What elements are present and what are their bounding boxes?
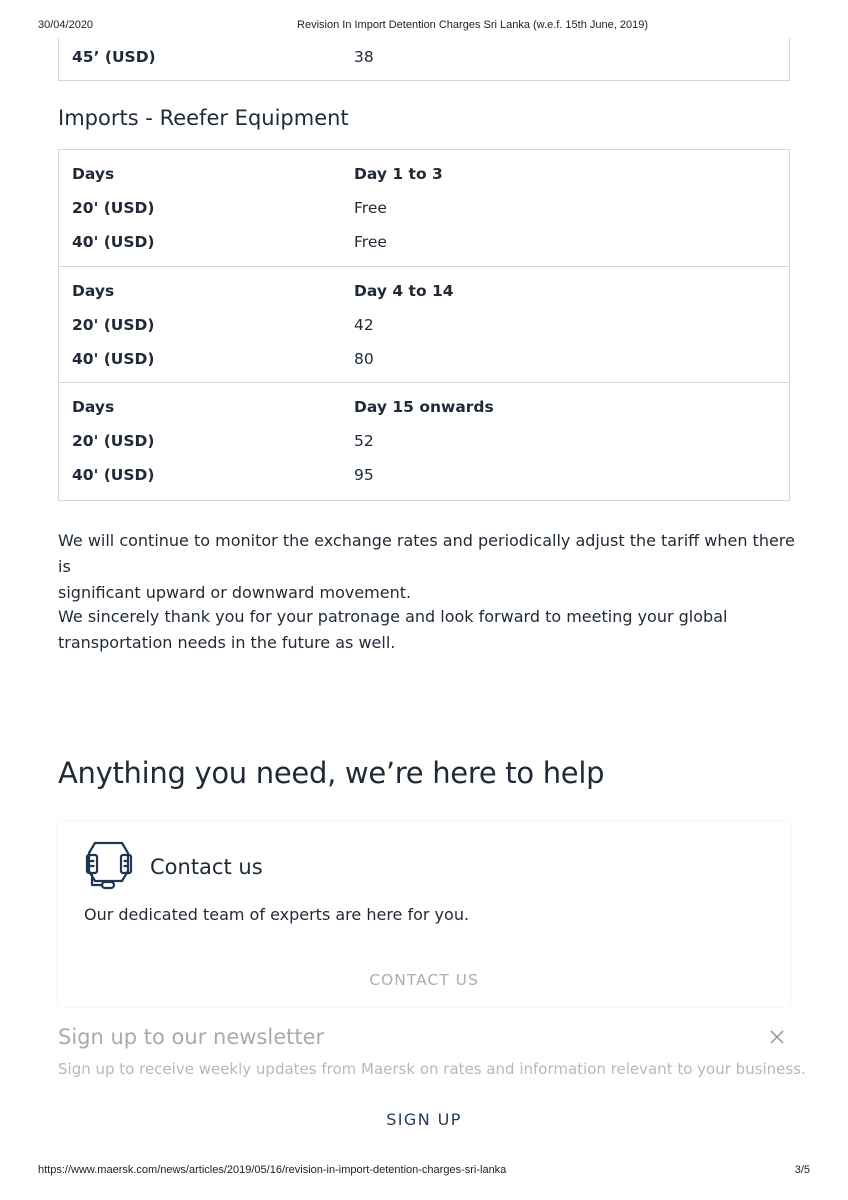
days-label: Days [72, 281, 115, 300]
table-row [59, 196, 789, 220]
table-row [59, 347, 789, 371]
row-label: 45’ (USD) [72, 48, 156, 66]
exchange-rate-paragraph [58, 528, 798, 606]
table-row [59, 313, 789, 337]
contact-title: Contact us [150, 855, 263, 879]
paragraph-line: We will continue to monitor the exchange rates and periodically adjust the tariff when there is [58, 531, 795, 576]
row-value: 95 [354, 466, 374, 484]
row-label: 20' (USD) [72, 315, 155, 334]
row-label: 40' (USD) [72, 349, 155, 368]
days-label: Days [72, 165, 115, 183]
dry-rate-table-continued [58, 38, 790, 81]
print-url: https://www.maersk.com/news/articles/2019/05/16/revision-in-import-detention-charges-sri-lanka [38, 1164, 507, 1176]
table-row [59, 45, 789, 69]
row-value: 38 [354, 48, 374, 66]
reefer-rate-table [58, 149, 790, 501]
section-heading: Imports - Reefer Equipment [58, 106, 349, 130]
table-row [59, 395, 789, 419]
close-icon[interactable] [769, 1029, 785, 1045]
newsletter-description: Sign up to receive weekly updates from Maersk on rates and information relevant to your business. [58, 1060, 806, 1078]
headset-icon [84, 841, 134, 895]
row-value: 80 [354, 349, 374, 368]
table-row [59, 463, 789, 487]
paragraph-line: significant upward or downward movement. [58, 583, 412, 602]
table-row [59, 429, 789, 453]
row-label: 40' (USD) [72, 466, 155, 484]
days-label: Days [72, 398, 115, 416]
row-label: 20' (USD) [72, 199, 155, 217]
rate-group-1 [59, 150, 789, 267]
print-date: 30/04/2020 [38, 19, 94, 31]
rate-group-3 [59, 383, 789, 500]
row-label: 20' (USD) [72, 432, 155, 450]
row-value: 42 [354, 315, 374, 334]
newsletter-title: Sign up to our newsletter [58, 1025, 325, 1049]
contact-us-button[interactable]: CONTACT US [369, 971, 479, 989]
print-header [0, 19, 848, 35]
contact-card [58, 822, 790, 1007]
table-row [59, 230, 789, 254]
row-value: Free [354, 199, 387, 217]
days-value: Day 4 to 14 [354, 281, 454, 300]
contact-description: Our dedicated team of experts are here for you. [84, 905, 470, 924]
row-value: 52 [354, 432, 374, 450]
rate-group-2 [59, 267, 789, 384]
row-value: Free [354, 233, 387, 251]
print-footer [0, 1164, 848, 1180]
days-value: Day 15 onwards [354, 398, 494, 416]
paragraph-line: We sincerely thank you for your patronage and look forward to meeting your global [58, 607, 728, 626]
thanks-paragraph [58, 604, 798, 656]
print-title: Revision In Import Detention Charges Sri Lanka (w.e.f. 15th June, 2019) [297, 19, 648, 31]
table-row [59, 162, 789, 186]
page-number: 3/5 [794, 1164, 810, 1176]
days-value: Day 1 to 3 [354, 165, 443, 183]
table-row [59, 279, 789, 303]
help-heading: Anything you need, we’re here to help [58, 756, 605, 790]
paragraph-line: transportation needs in the future as well. [58, 633, 396, 652]
row-label: 40' (USD) [72, 233, 155, 251]
sign-up-button[interactable]: SIGN UP [386, 1110, 462, 1129]
